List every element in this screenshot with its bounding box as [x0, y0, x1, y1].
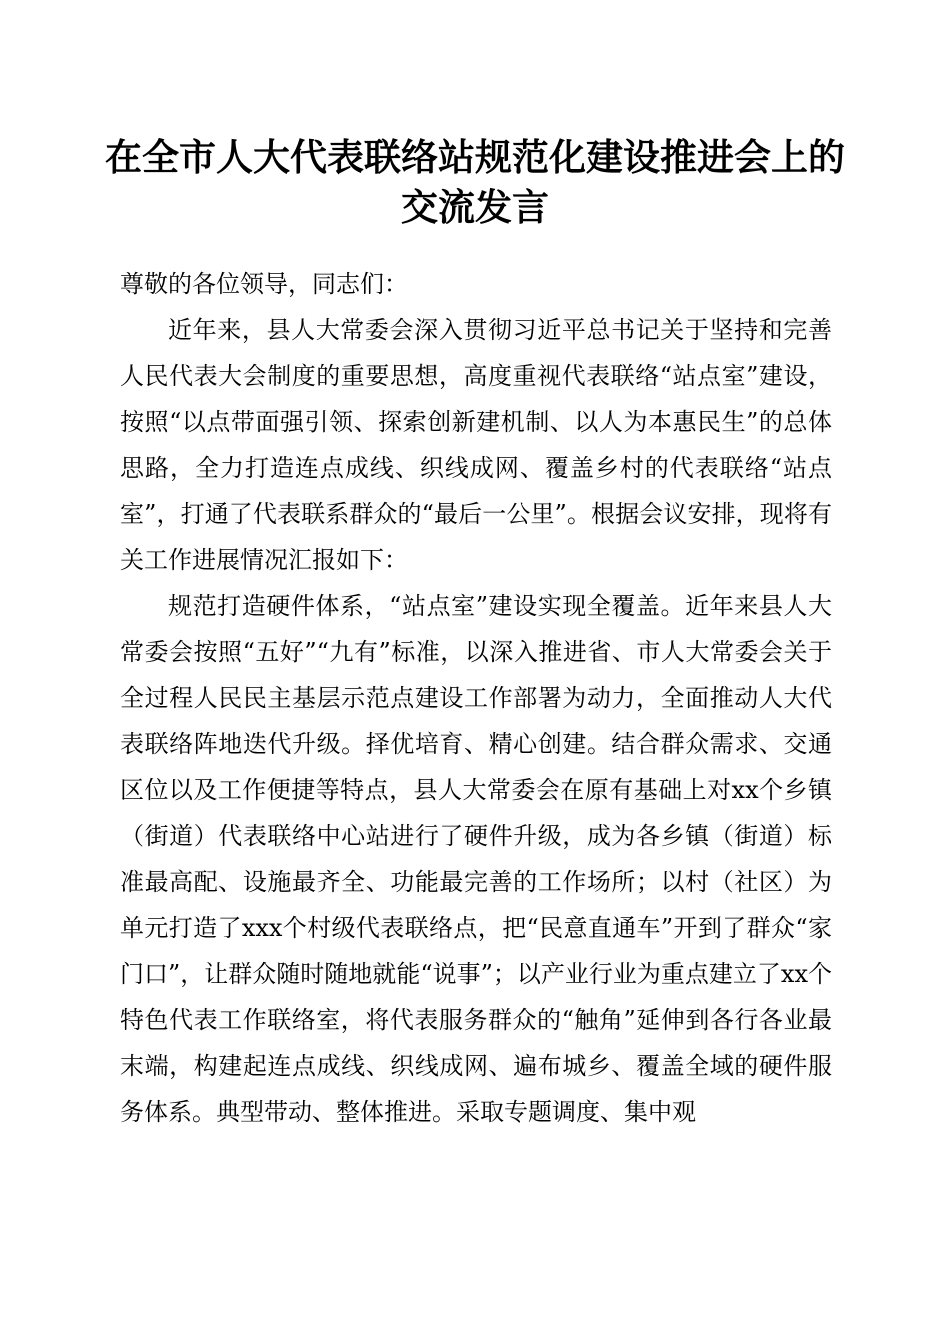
paragraph-hardware-system: 规范打造硬件体系，“站点室”建设实现全覆盖。近年来县人大常委会按照“五好”“九有”标准，以深入推进省、市人大常委会关于全过程人民民主基层示范点建设工作部署为动力，全面推动人大代表联络阵地迭代升级。择优培育、精心创建。结合群众需求、交通区位以及工作便捷等特点，县人大常委会在原有基础上对xx个乡镇（街道）代表联络中心站进行了硬件升级，成为各乡镇（街道）标准最高配、设施最齐全、功能最完善的工作场所；以村（社区）为单元打造了xxx个村级代表联络点，把“民意直通车”开到了群众“家门口”，让群众随时随地就能“说事”；以产业行业为重点建立了xx个特色代表工作联络室，将代表服务群众的“触角”延伸到各行各业最末端，构建起连点成线、织线成网、遍布城乡、覆盖全域的硬件服务体系。典型带动、整体推进。采取专题调度、集中观	[120, 592, 832, 1126]
document-title-line-1: 在全市人大代表联络站规范化建设推进会上的	[105, 135, 845, 179]
document-title	[100, 132, 850, 232]
document-title-line-2: 交流发言	[401, 185, 549, 229]
document-body	[120, 261, 832, 1135]
salutation: 尊敬的各位领导，同志们：	[120, 270, 408, 298]
paragraph-intro: 近年来，县人大常委会深入贯彻习近平总书记关于坚持和完善人民代表大会制度的重要思想，高度重视代表联络“站点室”建设，按照“以点带面强引领、探索创新建机制、以人为本惠民生”的总体思路，全力打造连点成线、织线成网、覆盖乡村的代表联络“站点室”，打通了代表联系群众的“最后一公里”。根据会议安排，现将有关工作进展情况汇报如下：	[120, 316, 832, 574]
